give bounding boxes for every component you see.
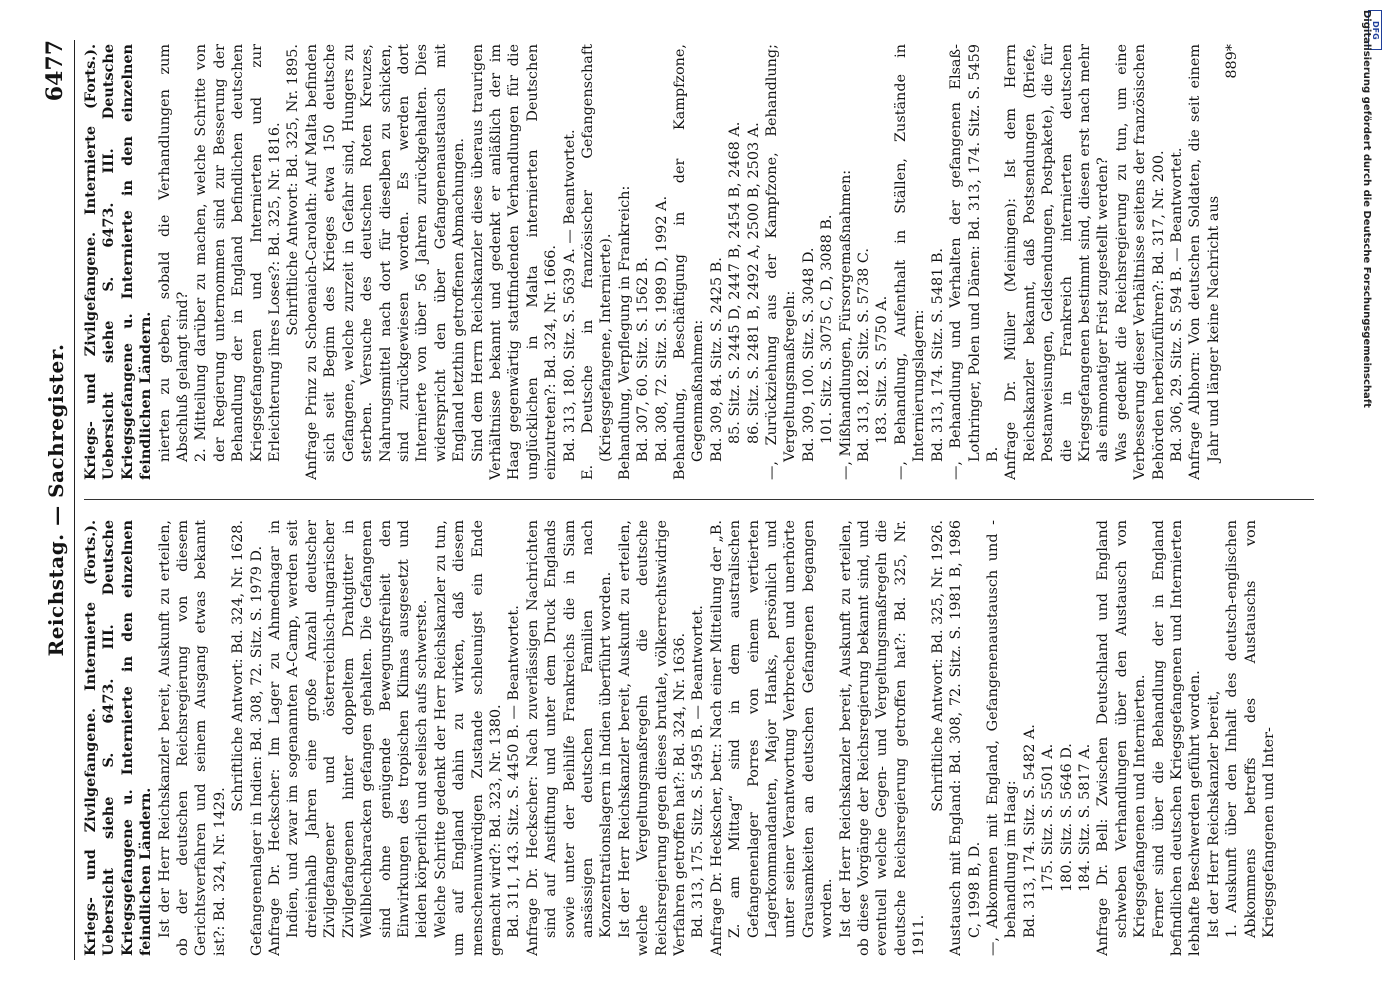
left-column-entry: Bd. 313, 174. Sitz. S. 5482 A. [1021, 724, 1038, 938]
left-column-entry: Schriftliche Antwort: Bd. 324, Nr. 1628. [230, 520, 247, 812]
left-column-entry: 184. Sitz. S. 5817 A. [1076, 743, 1093, 892]
left-column-entry: Anfrage Dr. Bell: Zwischen Deutschland und England schweben Verhandlungen über den Austausch von Kriegsgefangenen und Internierten. [1095, 520, 1149, 956]
dfg-logo: DFG [1368, 10, 1382, 50]
right-column-entry: nierten zu geben, sobald die Verhandlungen zum Abschluß gelangt sind? [156, 44, 192, 462]
right-column-entry: 889* [1224, 44, 1241, 79]
right-column-entry: 101. Sitz. S. 3075 C, D, 3088 B. [819, 214, 836, 444]
left-column-entry: Ist der Herr Reichskanzler bereit, Auskunft zu erteilen, ob diese Vorgänge der Reichsregierung bekannt sind, und eventuell welche Gegen- und Vergeltungsmaßregeln die deutsche Reichsregierung getroffen hat?: Bd. 325, Nr. 1911. [837, 520, 928, 956]
right-column-entry: Schriftliche Antwort: Bd. 325, Nr. 1895. [285, 44, 302, 336]
right-column-entry: —, Zurückziehung aus der Kampfzone, Behandlung; Vergeltungsmaßregeln: [764, 44, 799, 480]
right-column-entry: 86. Sitz. S. 2481 B, 2492 A, 2500 B, 2503 A. [745, 122, 762, 444]
right-column-entry: Bd. 313, 180. Sitz. S. 5639 A. — Beantwortet. [561, 129, 578, 462]
left-column-entry: Ist der Herr Reichskanzler bereit, [1205, 690, 1222, 938]
left-column-entry: Kriegs- und Zivilgefangene. Internierte (Forts.). Uebersicht siehe S. 6473. III. Deutsche Kriegsgefangene u. Internierte in den einzelnen feindlichen Ländern. [82, 520, 155, 956]
right-column-entry: 2. Mitteilung darüber zu machen, welche Schritte von der Regierung unternommen sind zur Besserung der Behandlung der in England befindlichen deutschen Kriegsgefangenen und Internierten und zur Erleichterung ihres Loses?: Bd. 325, Nr. 1816. [193, 44, 284, 462]
left-column-entry: Anfrage Dr. Heckscher, betr.: Nach einer Mitteilung der „B. Z. am Mittag“ sind in dem australischen Gefangenenlager Porres von einem vertierten Lagerkommandanten, Major Hanks, persönlich und unter seiner Verantwortung Verbrechen und unerhörte Grausamkeiten an deutschen Gefangenen begangen worden. [708, 520, 836, 956]
left-column-entry: Bd. 311, 143. Sitz. S. 4450 B. — Beantwortet. [506, 605, 523, 938]
right-column-entry: Bd. 309, 100. Sitz. S. 3048 D. [800, 247, 817, 462]
page-header [40, 40, 75, 960]
right-column-entry: Anfrage Prinz zu Schoenaich-Carolath: Auf Malta befinden sich seit Beginn des Krieges etwa 150 deutsche Gefangene, welche zurzeit in Gefahr sind, Hungers zu sterben. Versuche des deutschen Roten Kreuzes, Nahrungsmittel nach dort für dieselben zu schicken, sind zurückgewiesen worden. Es werden dort Internierte von über 56 Jahren zurückgehalten. Dies widerspricht den über Gefangenenaustausch mit England letzthin getroffenen Abmachungen. [303, 44, 468, 480]
left-column-entry: 180. Sitz. S. 5646 D. [1058, 743, 1075, 892]
right-column-entry: Bd. 313, 174. Sitz. S. 5481 B. [929, 248, 946, 462]
right-column-entry: Was gedenkt die Reichsregierung zu tun, um eine Verbesserung dieser Verhältnisse seitens der französischen Behörden herbeizuführen?: Bd. 317, Nr. 200. [1113, 44, 1167, 480]
left-column-entry: 1. Auskunft über den Inhalt des deutsch-englischen Abkommens betreffs des Austauschs von Kriegsgefangenen und Inter- [1224, 520, 1277, 938]
right-column-entry: —, Behandlung, Aufenthalt in Ställen, Zustände in Internierungslagern: [892, 44, 928, 480]
right-column-entry: E. Deutsche in französischer Gefangenschaft (Kriegsgefangene, Internierte). [579, 44, 615, 480]
right-column-entry: Bd. 307, 60. Sitz. S. 1562 B. [635, 257, 652, 462]
left-column [82, 520, 1322, 956]
right-column-entry: Bd. 308, 72. Sitz. S. 1989 D, 1992 A. [653, 195, 670, 462]
left-column-entry: Ferner sind über die Behandlung der in England befindlichen deutschen Kriegsgefangenen und Internierten lebhafte Beschwerden geführt worden. [1150, 520, 1204, 956]
left-column-entry: Welche Schritte gedenkt der Herr Reichskanzler zu tun, um auf England dahin zu wirken, daß diesem menschenunwürdigen Zustande schleunigst ein Ende gemacht wird?: Bd. 323, Nr. 1380. [432, 520, 504, 956]
left-column-entry: Schriftliche Antwort: Bd. 325, Nr. 1926. [929, 520, 946, 812]
left-column-entry: Gefangenenlager in Indien: Bd. 308, 72. Sitz. S. 1979 D. [248, 545, 265, 956]
column-divider [84, 499, 1314, 500]
right-column-entry: Bd. 309, 84. Sitz. S. 2425 B. [708, 257, 725, 462]
right-column-entry: —, Behandlung und Verhalten der gefangenen Elsaß-Lothringer, Polen und Dänen: Bd. 313, 174. Sitz. S. 5459 B. [948, 44, 1001, 480]
left-column-entry: Bd. 313, 175. Sitz. S. 5495 B. — Beantwortet. [690, 605, 707, 938]
right-column-entry: Kriegs- und Zivilgefangene. Internierte (Forts.). Uebersicht siehe S. 6473. III. Deutsche Kriegsgefangene u. Internierte in den einzelnen feindlichen Ländern. [82, 44, 155, 480]
right-column-entry: 183. Sitz. S. 5750 A. [874, 295, 891, 444]
left-column-entry: 175. Sitz. S. 5501 A. [1040, 743, 1057, 892]
left-column-entry: Anfrage Dr. Heckscher: Im Lager zu Ahmednagar in Indien, und zwar im sogenannten A-Camp, werden seit dreieinhalb Jahren eine große Anzahl deutscher Zivilgefangener und österreichisch-ungarischer Zivilgefangenen hinter doppeltem Drahtgitter in Wellblechbaracken gefangen gehalten. Die Gefangenen sind ohne genügende Bewegungsfreiheit den Einwirkungen des tropischen Klimas ausgesetzt und leiden körperlich und seelisch aufs schwerste. [267, 520, 431, 956]
right-column-entry: Bd. 313, 182. Sitz. S. 5738 C. [856, 248, 873, 462]
right-column-entry: 85. Sitz. S. 2445 D, 2447 B, 2454 B, 2468 A. [727, 121, 744, 444]
right-column-entry: Behandlung, Beschäftigung in der Kampfzone, Gegenmaßnahmen: [672, 44, 707, 480]
left-column-entry: Anfrage Dr. Heckscher: Nach zuverlässigen Nachrichten sind auf Anstiftung und unter dem Druck Englands sowie unter der Beihilfe Frankreichs die in Siam ansässigen deutschen Familien nach Konzentrationslagern in Indien überführt worden. [524, 520, 615, 956]
left-column-entry: Ist der Herr Reichskanzler bereit, Auskunft zu erteilen, welche Vergeltungsmaßregeln die deutsche Reichsregierung gegen dieses brutale, völkerrechtswidrige Verfahren getroffen hat?: Bd. 324, Nr. 1636. [616, 520, 688, 956]
left-column-entry: Austausch mit England: Bd. 308, 72. Sitz. S. 1981 B, 1986 C, 1998 B, D. [948, 520, 983, 956]
right-column-entry: Bd. 306, 29. Sitz. S. 594 B. — Beantwortet. [1168, 147, 1185, 462]
right-column-entry: —, Mißhandlungen, Fürsorgemaßnahmen: [837, 169, 854, 480]
right-column-entry: Anfrage Albhorn: Von deutschen Soldaten, die seit einem Jahr und länger keine Nachricht aus [1187, 44, 1222, 480]
right-column-entry: Anfrage Dr. Müller (Meiningen): Ist dem Herrn Reichskanzler bekannt, daß Postsendungen (Briefe, Postanweisungen, Geldsendungen, Postpakete), die für die in Frankreich internierten deutschen Kriegsgefangenen bestimmt sind, diesen erst nach mehr als einmonatiger Frist zugestellt werden? [1003, 44, 1112, 480]
left-column-entry: Ist der Herr Reichskanzler bereit, Auskunft zu erteilen, ob der deutschen Reichsregierung von diesem Gerichtsverfahren und seinem Ausgang etwas bekannt ist?: Bd. 324, Nr. 1429. [156, 520, 228, 956]
right-column-entry: Sind dem Herrn Reichskanzler diese überaus traurigen Verhältnisse bekannt und gedenkt er anläßlich der im Haag gegenwärtig stattfindenden Verhandlungen für die unglücklichen in Malta internierten Deutschen einzutreten?: Bd. 324, Nr. 1666. [469, 44, 560, 480]
left-column-entry: —, Abkommen mit England, Gefangenenaustausch und -behandlung im Haag: [984, 520, 1020, 956]
right-column-entry: Behandlung, Verpflegung in Frankreich: [616, 185, 633, 480]
running-title: Reichstag. — Sachregister. [44, 343, 68, 657]
page-number: 6477 [42, 40, 68, 102]
funding-note: Digitalisierung gefördert durch die Deutsche Forschungsgemeinschaft [1361, 10, 1372, 408]
right-column [82, 44, 1322, 480]
